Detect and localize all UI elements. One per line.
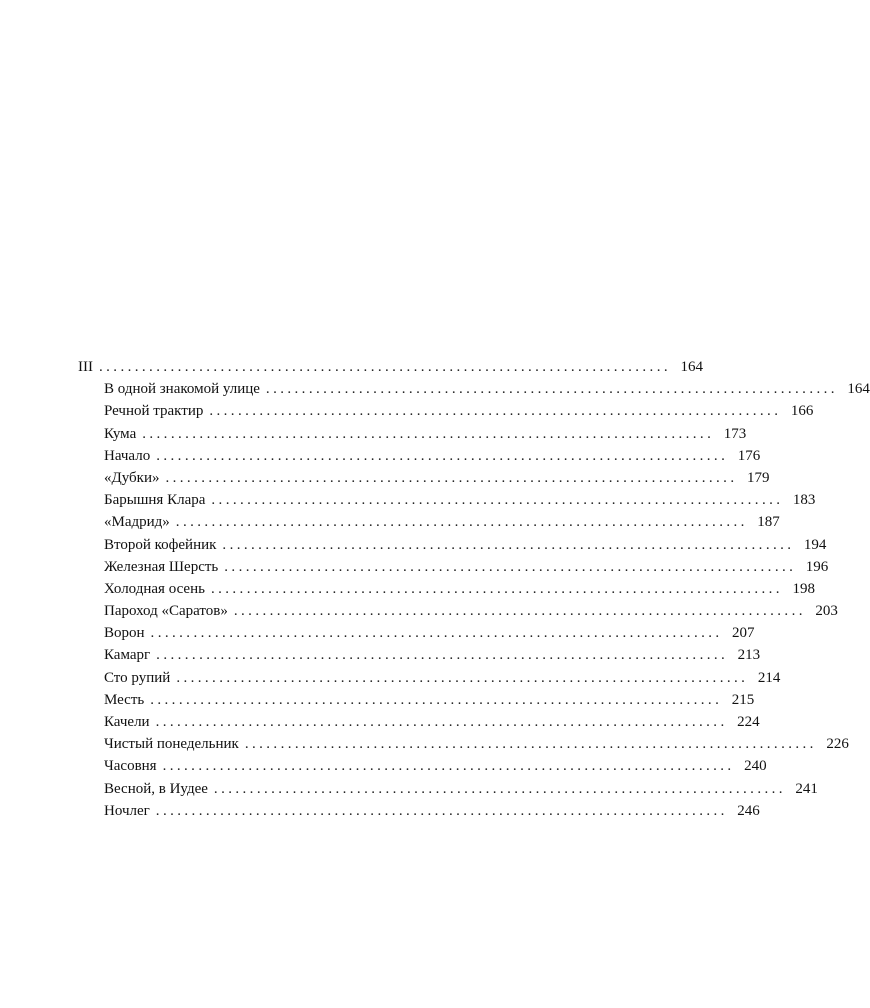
toc-page-number: 194	[803, 536, 827, 553]
toc-leader-dots: ................................................................................	[142, 425, 715, 442]
toc-entry-row	[78, 644, 761, 666]
toc-leader-dots: ................................................................................	[156, 447, 729, 464]
toc-entry-title: Железная Шерсть	[104, 558, 219, 575]
toc-leader-dots: ................................................................................	[233, 603, 806, 620]
toc-leader-dots: ................................................................................	[99, 359, 671, 375]
toc-page-number: 164	[680, 359, 703, 375]
toc-leader-dots: ................................................................................	[155, 802, 728, 819]
toc-leader-dots: ................................................................................	[155, 714, 728, 730]
toc-page-number: 214	[757, 669, 781, 686]
toc-leader-dots: ................................................................................	[222, 536, 795, 553]
toc-entry-title: Второй кофейник	[104, 536, 217, 553]
toc-leader-dots: ................................................................................	[175, 514, 748, 531]
toc-entry-row	[78, 689, 755, 711]
toc-page-number: 183	[792, 492, 816, 509]
toc-entry-title: Месть	[104, 691, 145, 708]
toc-page-number: 215	[731, 691, 755, 708]
toc-entry-title: Чистый понедельник	[104, 736, 239, 753]
toc-entry-row	[78, 467, 770, 489]
toc-entry-title: Ворон	[104, 625, 145, 642]
toc-page-number: 187	[757, 514, 780, 531]
toc-page-number: 203	[815, 603, 838, 620]
toc-entry-title: Холодная осень	[104, 580, 205, 597]
toc-entry-row	[78, 711, 760, 733]
toc-entry-row	[78, 489, 816, 511]
toc-entry-title: Пароход «Саратов»	[104, 603, 228, 620]
toc-page-number: 226	[826, 736, 849, 753]
toc-page-number: 176	[737, 447, 761, 464]
toc-entry-title: Качели	[104, 714, 150, 730]
toc-page-number: 241	[795, 780, 818, 797]
toc-leader-dots: ................................................................................	[210, 580, 783, 597]
toc-entry-title: «Мадрид»	[104, 514, 170, 531]
toc-page-number: 166	[790, 403, 814, 420]
toc-page-number: 196	[805, 558, 829, 575]
toc-entry-row	[78, 378, 870, 400]
toc-leader-dots: ................................................................................	[211, 492, 784, 509]
toc-page-number: 213	[737, 647, 761, 664]
toc-entry-title: Ночлег	[104, 802, 150, 819]
toc-entry-row	[78, 445, 761, 467]
toc-entry-row	[78, 534, 827, 556]
toc-entry-list	[78, 378, 870, 822]
toc-entry-row	[78, 423, 747, 445]
toc-entry-title: Барышня Клара	[104, 492, 206, 509]
toc-page-number: 246	[737, 802, 760, 819]
toc-page-number: 240	[744, 758, 767, 775]
toc-entry-row	[78, 600, 838, 622]
toc-leader-dots: ................................................................................	[176, 669, 749, 686]
toc-entry-title: В одной знакомой улице	[104, 381, 260, 398]
toc-leader-dots: ................................................................................	[209, 403, 782, 420]
toc-entry-title: Сто рупий	[104, 669, 171, 686]
toc-leader-dots: ................................................................................	[162, 758, 735, 775]
toc-entry-title: Камарг	[104, 647, 151, 664]
toc-entry-row	[78, 400, 814, 422]
toc-page-number: 198	[792, 580, 815, 597]
toc-entry-row	[78, 578, 815, 600]
toc-entry-row	[78, 511, 780, 533]
toc-leader-dots: ................................................................................	[165, 469, 738, 486]
toc-page-number: 164	[847, 381, 870, 398]
toc-entry-title: Речной трактир	[104, 403, 204, 420]
toc-page-number: 173	[723, 425, 747, 442]
toc-entry-row	[78, 733, 849, 755]
toc-leader-dots: ................................................................................	[224, 558, 797, 575]
toc-page-number: 224	[737, 714, 760, 730]
toc-leader-dots: ................................................................................	[150, 625, 723, 642]
toc-entry-title: «Дубки»	[104, 469, 160, 486]
toc-entry-row	[78, 778, 818, 800]
toc-entry-row	[78, 800, 760, 822]
toc-entry-row	[78, 667, 781, 689]
toc-section-label: III	[78, 359, 93, 375]
toc-leader-dots: ................................................................................	[244, 736, 817, 753]
toc-entry-title: Часовня	[104, 758, 157, 775]
toc-leader-dots: ................................................................................	[213, 780, 786, 797]
toc-entry-title: Кума	[104, 425, 137, 442]
toc-entry-title: Весной, в Иудее	[104, 780, 208, 797]
toc-entry-row	[78, 556, 829, 578]
toc-page-number: 179	[746, 469, 770, 486]
toc-leader-dots: ................................................................................	[265, 381, 838, 398]
toc-leader-dots: ................................................................................	[150, 691, 723, 708]
table-of-contents	[78, 356, 870, 822]
toc-leader-dots: ................................................................................	[156, 647, 729, 664]
toc-entry-row	[78, 755, 767, 777]
toc-page-number: 207	[732, 625, 755, 642]
toc-entry-row	[78, 622, 755, 644]
toc-entry-title: Начало	[104, 447, 151, 464]
toc-section-row	[78, 356, 703, 378]
